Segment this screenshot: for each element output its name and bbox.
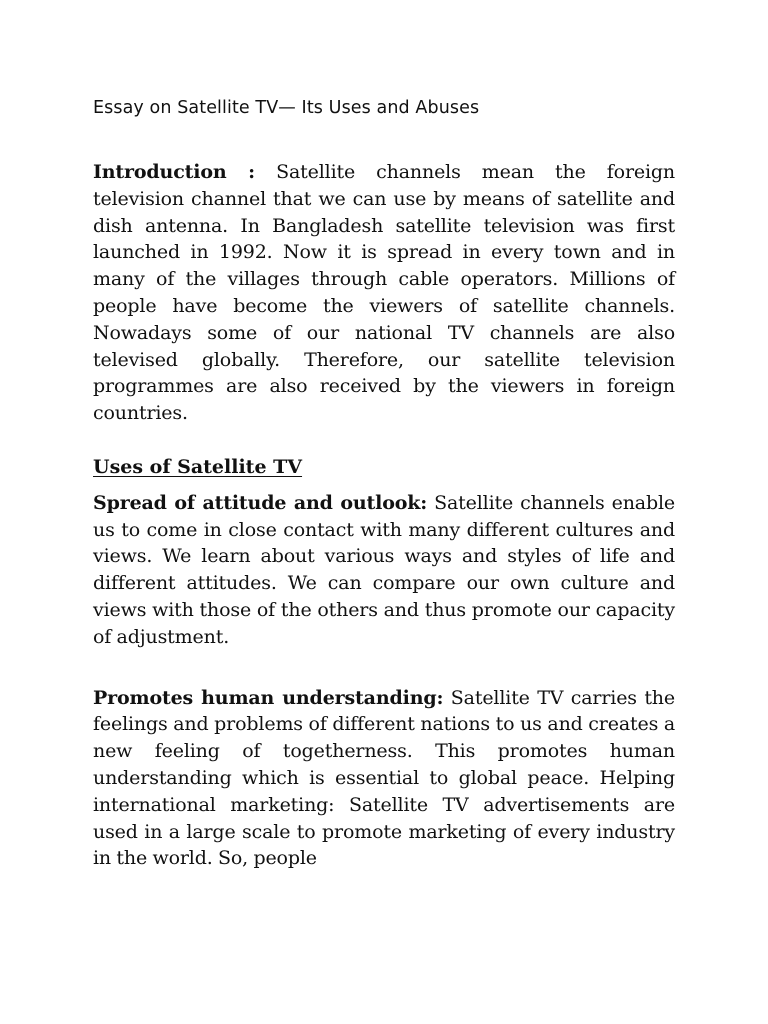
promotes-paragraph xyxy=(93,685,675,873)
uses-section-heading: Uses of Satellite TV xyxy=(93,455,303,478)
introduction-text: Satellite channels mean the foreign television channel that we can use by means of satellite and dish antenna. In Bangladesh satellite television was first launched in 1992. Now it is spread in every town and in many of the villages through cable operators. Millions of people have become the viewers of satellite channels. Nowadays some of our national TV channels are also televised globally. Therefore, our satellite television programmes are also received by the viewers in foreign countries. xyxy=(93,161,675,425)
introduction-heading: Introduction : xyxy=(93,161,256,183)
introduction-paragraph xyxy=(93,159,675,427)
document-title: Essay on Satellite TV— Its Uses and Abuses xyxy=(93,98,480,118)
promotes-text: Satellite TV carries the feelings and problems of different nations to us and creates a new feeling of togetherness. This promotes human understanding which is essential to global peace. Helping international marketing: Satellite TV advertisements are used in a large scale to promote marketing of every industry in the world. So, people xyxy=(93,686,675,870)
spread-text: Satellite channels enable us to come in close contact with many different cultures and views. We learn about various ways and styles of life and different attitudes. We can compare our own culture and views with those of the others and thus promote our capacity of adjustment. xyxy=(93,491,675,648)
spread-paragraph xyxy=(93,490,675,651)
document-page xyxy=(93,94,675,872)
promotes-heading: Promotes human understanding: xyxy=(93,686,444,709)
spread-heading: Spread of attitude and outlook: xyxy=(93,491,428,514)
